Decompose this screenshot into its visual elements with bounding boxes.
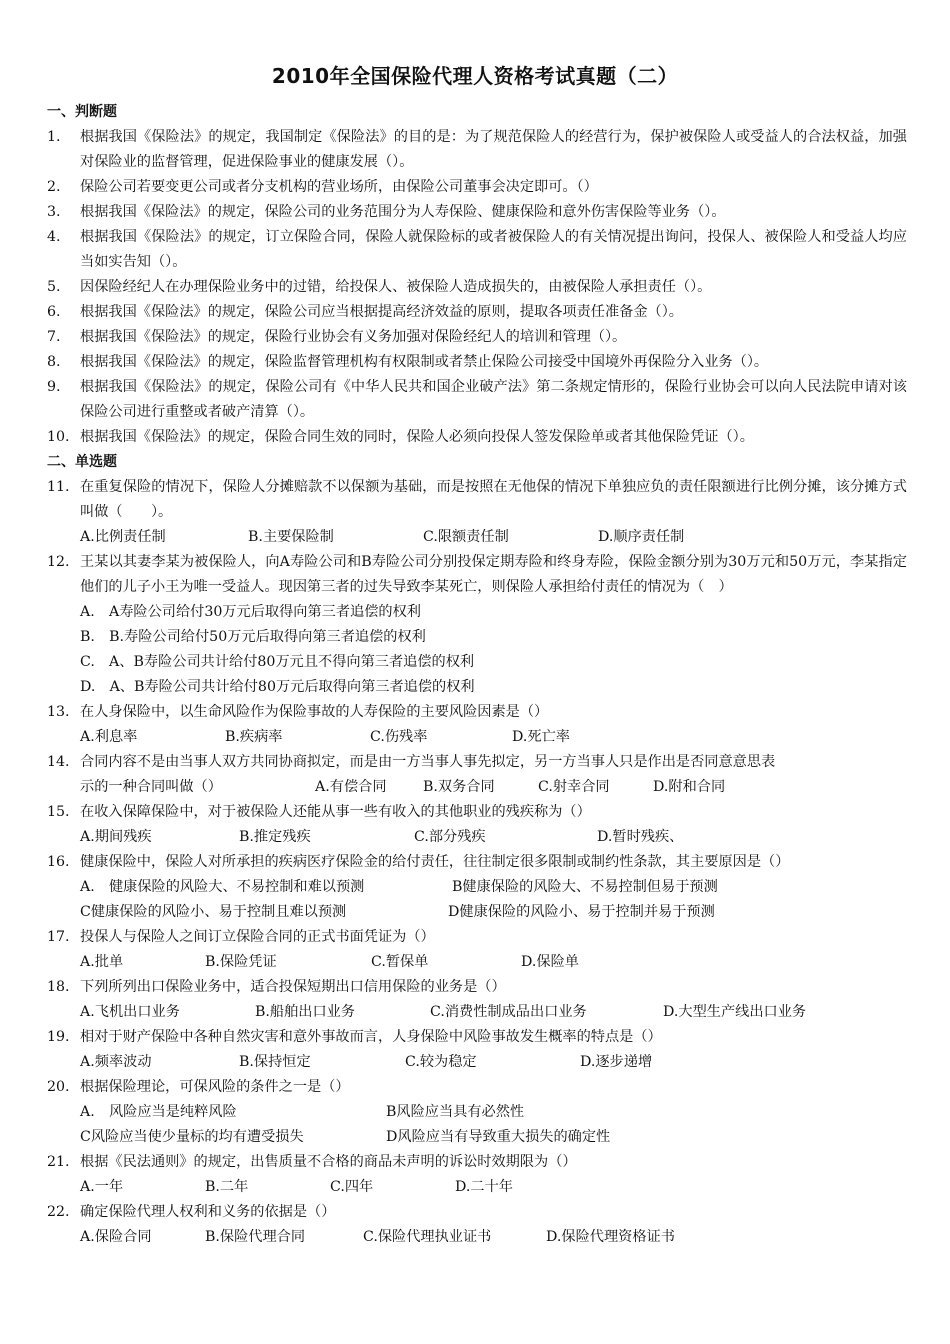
question-9 [47,375,907,425]
option-c: C.部分残疾 [414,829,486,845]
question-19 [47,1025,907,1075]
question-text: 根据我国《保险法》的规定，保险监督管理机构有权限制或者禁止保险公司接受中国境外再保险分入业务（）。 [80,354,769,370]
option-d: D.逐步递增 [580,1054,653,1070]
option-d: D健康保险的风险小、易于控制并易于预测 [448,904,715,920]
question-5 [47,275,907,300]
option-a: A.保险合同 [80,1229,152,1245]
option-b: B.保险代理合同 [205,1229,306,1245]
question-2 [47,175,907,200]
question-21 [47,1150,907,1200]
option-a: A.批单 [80,954,124,970]
question-number: 6. [47,304,61,320]
question-text: 根据保险理论，可保风险的条件之一是（） [80,1079,350,1095]
option-d: D.二十年 [455,1179,513,1195]
question-number: 3. [47,204,61,220]
question-number: 22. [47,1204,70,1220]
option-a: A.频率波动 [80,1054,152,1070]
option-a: A. 健康保险的风险大、不易控制和难以预测 [80,879,365,895]
options-row [80,1000,907,1025]
options-row [80,775,907,800]
option-b: B.推定残疾 [239,829,311,845]
option-b: B. B.寿险公司给付50万元后取得向第三者追偿的权利 [80,629,426,645]
options-row [80,1225,907,1250]
option-d: D.保险代理资格证书 [546,1229,675,1245]
question-4 [47,225,907,275]
option-c: C.较为稳定 [405,1054,477,1070]
option-c: C.限额责任制 [423,529,509,545]
question-text: 因保险经纪人在办理保险业务中的过错，给投保人、被保险人造成损失的，由被保险人承担责任（）。 [80,279,712,295]
section-heading-single-choice: 二、单选题 [47,454,117,470]
question-text: 健康保险中，保险人对所承担的疾病医疗保险金的给付责任，往往制定很多限制或制约性条款，其主要原因是（） [80,854,790,870]
question-number: 8. [47,354,61,370]
question-text: 在收入保障保险中，对于被保险人还能从事一些有收入的其他职业的残疾称为（） [80,804,591,820]
question-number: 4. [47,229,61,245]
option-a: A.期间残疾 [80,829,152,845]
options-row [80,725,907,750]
question-20 [47,1075,907,1150]
question-1 [47,125,907,175]
option-a: A.一年 [80,1179,124,1195]
question-text: 根据我国《保险法》的规定，订立保险合同，保险人就保险标的或者被保险人的有关情况提出询问，投保人、被保险人和受益人均应当如实告知（）。 [80,229,907,270]
question-8 [47,350,907,375]
question-number: 9. [47,379,61,395]
option-c: C.暂保单 [371,954,429,970]
question-3 [47,200,907,225]
options-row [80,900,907,925]
question-text: 在重复保险的情况下，保险人分摊赔款不以保额为基础，而是按照在无他保的情况下单独应负的责任限额进行比例分摊，该分摊方式叫做（ ）。 [80,479,907,520]
question-text: 根据我国《保险法》的规定，保险合同生效的同时，保险人必须向投保人签发保险单或者其他保险凭证（）。 [80,429,754,445]
option-b: B.保险凭证 [205,954,277,970]
option-b: B.二年 [205,1179,249,1195]
option-d: D.大型生产线出口业务 [663,1004,807,1020]
section-heading-judgement: 一、判断题 [47,104,117,120]
option-b: B.疾病率 [225,729,283,745]
question-text: 根据我国《保险法》的规定，我国制定《保险法》的目的是：为了规范保险人的经营行为，保护被保险人或受益人的合法权益，加强对保险业的监督管理，促进保险事业的健康发展（）。 [80,129,907,170]
options-row [80,1100,907,1125]
option-a: A.有偿合同 [315,779,387,795]
question-10 [47,425,907,450]
question-11 [47,475,907,550]
page-title: 2010年全国保险代理人资格考试真题（二） [271,64,679,88]
question-7 [47,325,907,350]
option-c: C健康保险的风险小、易于控制且难以预测 [80,904,347,920]
question-text: 根据《民法通则》的规定，出售质量不合格的商品未声明的诉讼时效期限为（） [80,1154,577,1170]
option-d: D.暂时残疾、 [597,829,684,845]
question-text-continued: 示的一种合同叫做（） [80,779,222,795]
question-number: 12. [47,554,70,570]
question-number: 14. [47,754,70,770]
question-text: 在人身保险中，以生命风险作为保险事故的人寿保险的主要风险因素是（） [80,704,549,720]
option-a: A.利息率 [80,729,138,745]
question-text: 根据我国《保险法》的规定，保险行业协会有义务加强对保险经纪人的培训和管理（）。 [80,329,627,345]
option-d: D.顺序责任制 [598,529,685,545]
question-number: 13. [47,704,70,720]
option-d: D风险应当有导致重大损失的确定性 [386,1129,611,1145]
document-body [47,100,907,1250]
question-text: 投保人与保险人之间订立保险合同的正式书面凭证为（） [80,929,435,945]
question-number: 20. [47,1079,70,1095]
option-a: A. A寿险公司给付30万元后取得向第三者追偿的权利 [80,604,421,620]
question-12 [47,550,907,700]
option-d: D. A、B寿险公司共计给付80万元后取得向第三者追偿的权利 [80,679,475,695]
question-16 [47,850,907,925]
option-c: C.射幸合同 [538,779,610,795]
options-row [80,1175,907,1200]
option-b: B.船舶出口业务 [255,1004,356,1020]
option-d: D.附和合同 [653,779,726,795]
option-c: C.伤残率 [370,729,428,745]
option-a: A. 风险应当是纯粹风险 [80,1104,237,1120]
option-d: D.保险单 [521,954,579,970]
options-row [80,1050,907,1075]
option-a: A.飞机出口业务 [80,1004,180,1020]
question-22 [47,1200,907,1250]
option-c: C风险应当使少量标的均有遭受损失 [80,1129,304,1145]
option-c: C.保险代理执业证书 [363,1229,492,1245]
question-text: 根据我国《保险法》的规定，保险公司有《中华人民共和国企业破产法》第二条规定情形的，保险行业协会可以向人民法院申请对该保险公司进行重整或者破产清算（）。 [80,379,907,420]
question-number: 1. [47,129,61,145]
question-17 [47,925,907,975]
question-text: 相对于财产保险中各种自然灾害和意外事故而言，人身保险中风险事故发生概率的特点是（） [80,1029,662,1045]
question-number: 19. [47,1029,70,1045]
option-c: C.消费性制成品出口业务 [430,1004,587,1020]
question-number: 18. [47,979,70,995]
option-b: B健康保险的风险大、不易控制但易于预测 [452,879,718,895]
options-row [80,525,907,550]
question-number: 2. [47,179,61,195]
options-row [80,950,907,975]
question-text: 王某以其妻李某为被保险人，向A寿险公司和B寿险公司分别投保定期寿险和终身寿险，保险金额分别为30万元和50万元，李某指定他们的儿子小王为唯一受益人。现因第三者的过失导致李某死亡，则保险人承担给付责任的情况为（ ） [80,554,907,595]
option-b: B风险应当具有必然性 [386,1104,525,1120]
question-text: 下列所列出口保险业务中，适合投保短期出口信用保险的业务是（） [80,979,506,995]
option-c: C.四年 [330,1179,374,1195]
question-15 [47,800,907,850]
question-number: 17. [47,929,70,945]
options-row [80,825,907,850]
question-text: 合同内容不是由当事人双方共同协商拟定，而是由一方当事人事先拟定，另一方当事人只是作出是否同意意思表 [80,754,776,770]
option-b: B.保持恒定 [239,1054,311,1070]
option-b: B.主要保险制 [248,529,334,545]
question-number: 7. [47,329,61,345]
option-b: B.双务合同 [423,779,495,795]
option-a: A.比例责任制 [80,529,166,545]
option-c: C. A、B寿险公司共计给付80万元且不得向第三者追偿的权利 [80,654,475,670]
question-6 [47,300,907,325]
question-number: 16. [47,854,70,870]
options-row [80,1125,907,1150]
question-13 [47,700,907,750]
question-number: 5. [47,279,61,295]
question-number: 21. [47,1154,70,1170]
question-text: 根据我国《保险法》的规定，保险公司的业务范围分为人寿保险、健康保险和意外伤害保险等业务（）。 [80,204,726,220]
question-number: 11. [47,479,70,495]
question-number: 15. [47,804,70,820]
question-text: 根据我国《保险法》的规定，保险公司应当根据提高经济效益的原则，提取各项责任准备金（）。 [80,304,683,320]
question-text: 确定保险代理人权利和义务的依据是（） [80,1204,336,1220]
options-row [80,875,907,900]
question-text: 保险公司若要变更公司或者分支机构的营业场所，由保险公司董事会决定即可。（） [80,179,598,195]
question-number: 10. [47,429,70,445]
question-18 [47,975,907,1025]
option-d: D.死亡率 [512,729,570,745]
question-14 [47,750,907,800]
